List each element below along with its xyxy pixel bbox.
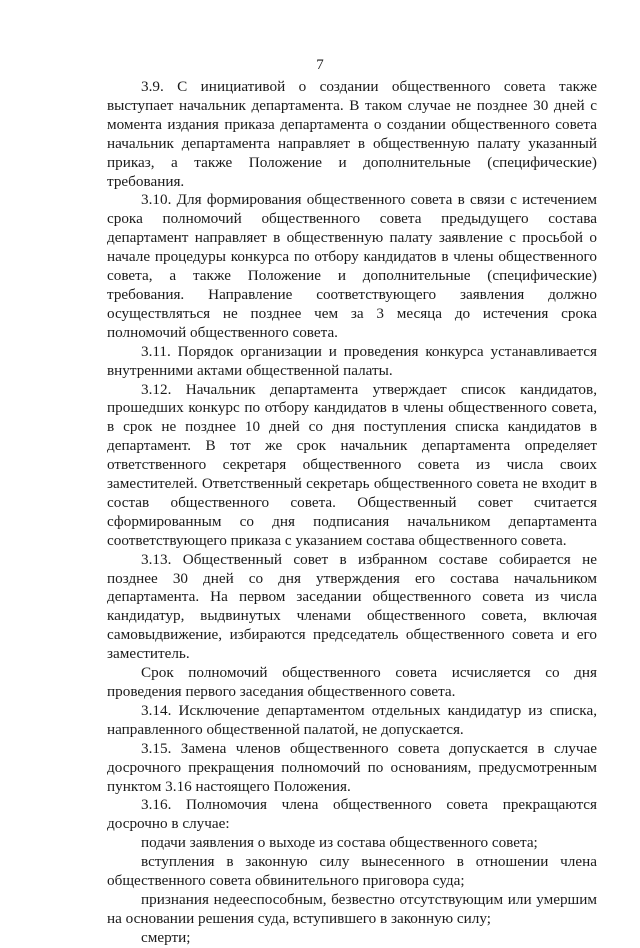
- paragraph-3-11: 3.11. Порядок организации и проведения конкурса устанавливается внутренними актами общественной палаты.: [107, 342, 597, 379]
- list-item: вступления в законную силу вынесенного в отношении члена общественного совета обвинительного приговора суда;: [107, 853, 597, 890]
- paragraph-3-14: 3.14. Исключение департаментом отдельных кандидатур из списка, направленного общественной палатой, не допускается.: [107, 701, 597, 738]
- document-body: [107, 78, 597, 948]
- paragraph-term: Срок полномочий общественного совета исчисляется со дня проведения первого заседания общественного совета.: [107, 664, 597, 700]
- paragraph-3-12: 3.12. Начальник департамента утверждает список кандидатов, прошедших конкурс по отбору кандидатов в члены общественного совета, в срок не позднее 10 дней со дня поступления списка кандидатов в департамент. В тот же срок начальник департамента определяет ответственного секретаря общественного совета из числа своих заместителей. Ответственный секретарь общественного совета не входит в состав общественного совета. Общественный совет считается сформированным со дня подписания начальником департамента соответствующего приказа с указанием состава общественного совета.: [107, 380, 597, 549]
- paragraph-3-9: 3.9. С инициативой о создании общественного совета также выступает начальник департамента. В таком случае не позднее 30 дней с момента издания приказа департамента о создании общественного совета начальник департамента направляет в общественную палату указанный приказ, а также Положение и дополнительные (специфические) требования.: [107, 78, 597, 190]
- page-number: 7: [316, 57, 324, 73]
- paragraph-3-13: 3.13. Общественный совет в избранном составе собирается не позднее 30 дней со дня утверждения его состава начальником департамента. На первом заседании общественного совета из числа кандидатур, выдвинутых членами общественного совета, включая самовыдвижение, избираются председатель общественного совета и его заместитель.: [107, 550, 597, 663]
- paragraph-3-15: 3.15. Замена членов общественного совета допускается в случае досрочного прекращения полномочий по основаниям, предусмотренным пунктом 3.16 настоящего Положения.: [107, 739, 597, 795]
- paragraph-3-10: 3.10. Для формирования общественного совета в связи с истечением срока полномочий общественного совета предыдущего состава департамент направляет в общественную палату заявление с просьбой о начале процедуры конкурса по отбору кандидатов в члены общественного совета, а также Положение и дополнительные (специфические) требования. Направление соответствующего заявления должно осуществляться не позднее чем за 3 месяца до истечения срока полномочий общественного совета.: [107, 191, 597, 341]
- list-item: признания недееспособным, безвестно отсутствующим или умершим на основании решения суда, вступившего в законную силу;: [107, 890, 597, 927]
- list-item: смерти;: [141, 928, 191, 946]
- paragraph-3-16: 3.16. Полномочия члена общественного совета прекращаются досрочно в случае:: [107, 796, 597, 833]
- list-item: подачи заявления о выходе из состава общественного совета;: [141, 834, 538, 852]
